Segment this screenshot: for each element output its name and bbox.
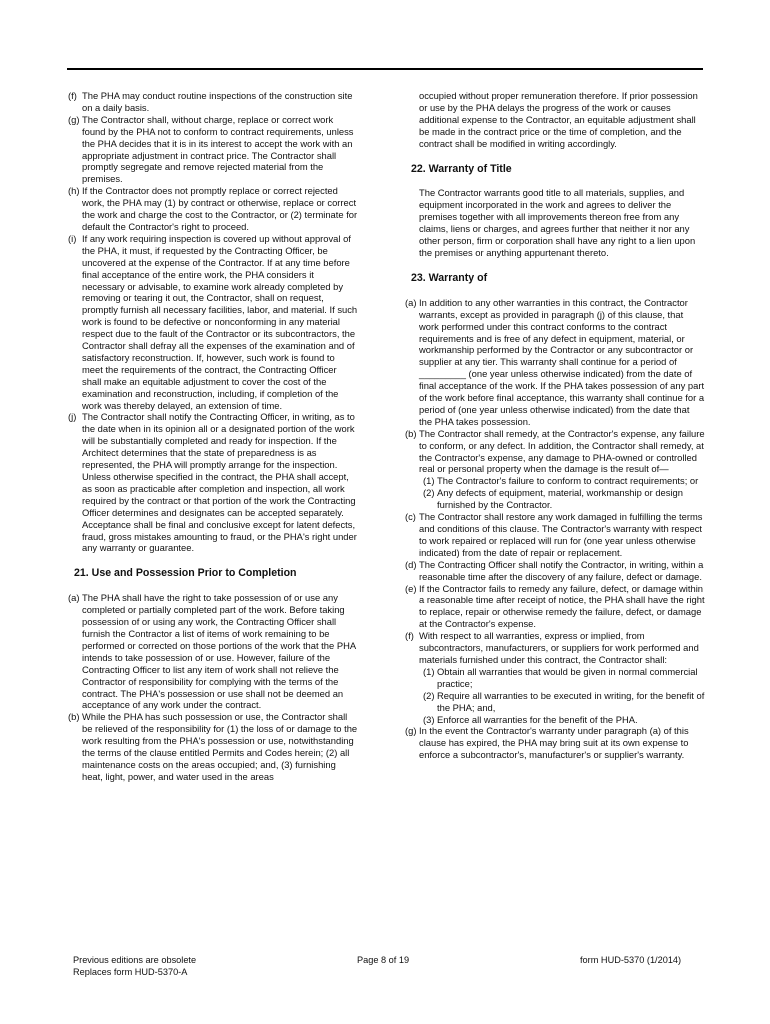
clause-label: (f) [405, 630, 414, 642]
clause-g [68, 114, 358, 185]
clause-text: In the event the Contractor's warranty under paragraph (a) of this clause has expired, the PHA may bring suit at its own expense to enforce a subcontractor's, manufacturer's or supplier's warranty. [419, 725, 689, 761]
clause-j [68, 411, 358, 554]
clause-23d [405, 559, 705, 583]
clause-label: (g) [68, 113, 80, 125]
clause-label: (i) [68, 232, 77, 244]
clause-label: (j) [68, 411, 77, 423]
clause-label: (a) [405, 296, 417, 308]
footer-obsolete-note: Previous editions are obsolete [73, 955, 197, 965]
clause-text: Obtain all warranties that would be given in normal commercial practice; [437, 665, 698, 689]
clause-label: (h) [68, 185, 80, 197]
clause-text: If the Contractor fails to remedy any failure, defect, or damage within a reasonable time after receipt of notice, the PHA shall have the right to replace, repair or otherwise remedy the failure, defect, or damage at the Contractor's expense. [419, 582, 705, 630]
footer-edition-note [73, 955, 196, 978]
right-column [405, 90, 705, 761]
clause-label: (3) [423, 713, 435, 725]
footer-page-number: Page 8 of 19 [357, 955, 410, 965]
clause-label: (c) [405, 511, 416, 523]
section-21-heading: 21. Use and Possession Prior to Completion [74, 567, 297, 580]
clause-text: In addition to any other warranties in this contract, the Contractor warrants, except as provided in paragraph (j) of this clause, that work performed under this contract conforms to the contract requirements and is free of any defect in equipment, material, or workmanship performed by the Contractor or any subcontractor or supplier at any tier. This warranty shall continue for a period of _________ (one year unless otherwise indicated) from the date of final acceptance of the work. If the PHA takes possession of any part of the work before final acceptance, this warranty shall continue for a period of (one year unless otherwise indicated) from the date that the PHA takes possession. [419, 296, 705, 427]
clause-label: (d) [405, 558, 417, 570]
section-22-heading: 22. Warranty of Title [411, 162, 512, 175]
footer-form-id: form HUD-5370 (1/2014) [580, 955, 682, 965]
clause-text: The Contractor shall, without charge, replace or correct work found by the PHA not to conform to contract requirements, unless the PHA decides that it is in its interest to accept the work with an appropriate adjustment in contract price. The Contractor shall promptly segregate and remove rejected material from the premises. [82, 113, 354, 185]
clause-21a [68, 592, 358, 711]
clause-23a [405, 297, 705, 428]
clause-text: The Contractor shall restore any work damaged in fulfilling the terms and conditions of this clause. The Contractor's warranty with respect to work repaired or replaced will run for (one year unless otherwise indicated) from the date of repair or replacement. [419, 511, 703, 558]
clause-23c [405, 511, 705, 559]
clause-label: (b) [405, 427, 417, 439]
clause-text: Enforce all warranties for the benefit of the PHA. [437, 713, 638, 725]
clause-label: (2) [423, 689, 435, 701]
clause-23b [405, 428, 705, 476]
clause-23f-2 [405, 690, 705, 714]
clause-text: If any work requiring inspection is covered up without approval of the PHA, it must, if requested by the Contracting Officer, be uncovered at the expense of the Contractor. If at any time before final acceptance of the entire work, the PHA considers it necessary or advisable, to examine work already completed by removing or tearing it out, the Contractor, shall on request, promptly furnish all necessary facilities, labor, and material. If such work is found to be defective or nonconforming in any material respect due to the fault of the Contractor or its subcontractors, the Contractor shall defray all the expenses of the examination and of satisfactory reconstruction. If, however, such work is found to meet the requirements of the contract, the Contracting Officer shall make an equitable adjustment to cover the cost of the examination and reconstruction, including, if completion of the work was thereby delayed, an extension of time. [82, 232, 358, 411]
clause-text: With respect to all warranties, express or implied, from subcontractors, manufacturers, or suppliers for work performed and materials furnished under this contract, the Contractor shall: [419, 630, 699, 665]
clause-label: (e) [405, 582, 417, 594]
section-22-text: The Contractor warrants good title to all materials, supplies, and equipment incorporated in the work and agrees to deliver the premises together with all improvements thereon free from any claims, liens or charges, and agrees further that neither it nor any other person, firm or corporation shall have any right to a lien upon the premises or anything appurtenant thereto. [419, 187, 696, 258]
clause-i [68, 233, 358, 412]
clause-label: (g) [405, 725, 417, 737]
clause-text: Require all warranties to be executed in writing, for the benefit of the PHA; and, [437, 689, 705, 713]
clause-text: The Contracting Officer shall notify the Contractor, in writing, within a reasonable time after the discovery of any failure, defect or damage. [419, 558, 704, 582]
left-column [68, 90, 358, 783]
clause-23f-1 [405, 666, 705, 690]
clause-23e [405, 583, 705, 631]
top-rule [67, 68, 703, 70]
clause-label: (2) [423, 487, 435, 499]
clause-23f [405, 630, 705, 666]
footer-replaces-note: Replaces form HUD-5370-A [73, 966, 188, 977]
clause-text: The Contractor's failure to conform to contract requirements; or [437, 475, 699, 487]
clause-text: If the Contractor does not promptly replace or correct rejected work, the PHA may (1) by contract or otherwise, replace or correct the work and charge the cost to the Contractor, or (2) terminate for default the Contractor's right to proceed. [82, 185, 358, 232]
clause-text: The PHA may conduct routine inspections of the construction site on a daily basis. [82, 90, 353, 113]
clause-23g [405, 725, 705, 761]
clause-label: (f) [68, 90, 77, 101]
clause-text: While the PHA has such possession or use, the Contractor shall be relieved of the responsibility for (1) the loss of or damage to the work resulting from the PHA's possession or use, notwithstanding the terms of the clause entitled Permits and Codes herein; (2) all maintenance costs on the areas occupied; and, (3) furnishing heat, light, power, and water used in the areas [82, 711, 358, 782]
clause-text: Any defects of equipment, material, workmanship or design furnished by the Contractor. [437, 487, 683, 511]
clause-h [68, 185, 358, 233]
clause-label: (1) [423, 475, 435, 487]
clause-23b-1 [405, 475, 705, 487]
continuation-text: occupied without proper remuneration therefore. If prior possession or use by the PHA delays the progress of the work or causes additional expense to the Contractor, an equitable adjustment shall be made in the contract price or the time of completion, and the contract shall be modified in writing accordingly. [419, 90, 698, 149]
clause-label: (b) [68, 711, 80, 723]
clause-23b-2 [405, 487, 705, 511]
clause-text: The PHA shall have the right to take possession of or use any completed or partially completed part of the work. Before taking possession of or using any work, the Contracting Officer shall furnish the Contractor a list of items of work remaining to be performed or corrected on those portions of the work that the PHA intends to take possession of or use. However, failure of the Contracting Officer to list any item of work shall not relieve the Contractor of responsibility for complying with the terms of the contract. The PHA's possession or use shall not be deemed an acceptance of any work under the contract. [82, 592, 356, 711]
clause-text: The Contractor shall remedy, at the Contractor's expense, any failure to conform, or any defect. In addition, the Contractor shall remedy, at the Contractor's expense, any damage to PHA-owned or controlled real or personal property when the damage is the result of— [419, 427, 705, 475]
clause-label: (1) [423, 665, 435, 677]
clause-21b [68, 711, 358, 782]
clause-23f-3 [405, 714, 705, 726]
clause-label: (a) [68, 592, 80, 604]
section-23-heading: 23. Warranty of [411, 271, 488, 284]
clause-text: The Contractor shall notify the Contracting Officer, in writing, as to the date when in its opinion all or a designated portion of the work will be substantially completed and ready for inspection. If the Architect determines that the state of preparedness is as represented, the PHA will promptly arrange for the inspection. Unless otherwise specified in the contract, the PHA shall accept, as soon as practicable after completion and inspection, all work required by the contract or that portion of the work the Contracting Officer determines and designates can be accepted separately. Acceptance shall be final and conclusive except for latent defects, fraud, gross mistakes amounting to fraud, or the PHA's right under any warranty or guarantee. [82, 411, 357, 554]
clause-f [68, 90, 358, 114]
